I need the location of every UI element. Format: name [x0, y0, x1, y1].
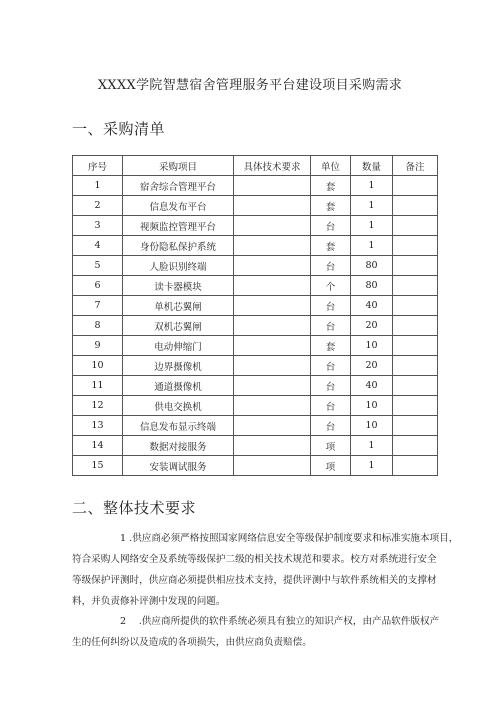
cell-index: 2 — [73, 196, 123, 216]
cell-remarks — [393, 296, 438, 316]
cell-tech-requirements — [234, 336, 311, 356]
table-row — [73, 316, 438, 336]
table-row — [73, 176, 438, 196]
cell-item: 宿舍综合管理平台 — [123, 176, 234, 196]
cell-unit: 台 — [311, 396, 351, 416]
cell-tech-requirements — [234, 436, 311, 456]
cell-item: 通道摄像机 — [123, 376, 234, 396]
header-index: 序号 — [73, 156, 123, 176]
cell-tech-requirements — [234, 256, 311, 276]
cell-remarks — [393, 236, 438, 256]
table-row — [73, 456, 438, 476]
table-row — [73, 396, 438, 416]
cell-unit: 套 — [311, 196, 351, 216]
table-row — [73, 196, 438, 216]
cell-quantity: 1 — [351, 436, 393, 456]
cell-item: 身份隐私保护系统 — [123, 236, 234, 256]
cell-item: 信息发布显示终端 — [123, 416, 234, 436]
cell-remarks — [393, 396, 438, 416]
cell-tech-requirements — [234, 356, 311, 376]
cell-quantity: 10 — [351, 396, 393, 416]
table-row — [73, 356, 438, 376]
cell-quantity: 1 — [351, 236, 393, 256]
cell-quantity: 40 — [351, 296, 393, 316]
cell-remarks — [393, 356, 438, 376]
cell-tech-requirements — [234, 196, 311, 216]
paragraph-line: 料，并负责修补评测中发现的问题。 — [72, 596, 226, 607]
cell-item: 读卡器模块 — [123, 276, 234, 296]
section-title-tech-requirements: 二、整体技术要求 — [72, 499, 197, 517]
cell-unit: 台 — [311, 416, 351, 436]
cell-item: 电动伸缩门 — [123, 336, 234, 356]
table-header-row — [73, 156, 438, 176]
cell-item: 信息发布平台 — [123, 196, 234, 216]
requirement-paragraph-2 — [72, 611, 440, 653]
cell-quantity: 1 — [351, 216, 393, 236]
cell-tech-requirements — [234, 296, 311, 316]
paragraph-line: 2 .供应商所提供的软件系统必须具有独立的知识产权，由产品软件版权产 — [120, 616, 440, 627]
cell-remarks — [393, 336, 438, 356]
header-quantity: 数量 — [351, 156, 393, 176]
cell-unit: 套 — [311, 236, 351, 256]
cell-index: 10 — [73, 356, 123, 376]
paragraph-line: 符合采购人网络安全及系统等级保护二级的相关技术规范和要求。校方对系统进行安全 — [72, 554, 437, 565]
cell-index: 11 — [73, 376, 123, 396]
cell-tech-requirements — [234, 276, 311, 296]
cell-remarks — [393, 376, 438, 396]
cell-quantity: 80 — [351, 276, 393, 296]
section-title-procurement-list: 一、采购清单 — [72, 120, 166, 138]
table-row — [73, 436, 438, 456]
table-row — [73, 276, 438, 296]
table-row — [73, 236, 438, 256]
cell-unit: 台 — [311, 356, 351, 376]
paragraph-line: 生的任何纠纷以及造成的各项损失，由供应商负责赔偿。 — [72, 637, 312, 648]
cell-item: 边界摄像机 — [123, 356, 234, 376]
cell-item: 数据对接服务 — [123, 436, 234, 456]
cell-index: 4 — [73, 236, 123, 256]
cell-remarks — [393, 276, 438, 296]
paragraph-line: 1 .供应商必须严格按照国家网络信息安全等级保护制度要求和标准实施本项目， — [120, 533, 459, 544]
cell-unit: 台 — [311, 256, 351, 276]
requirement-paragraph-1 — [72, 528, 459, 612]
cell-tech-requirements — [234, 316, 311, 336]
cell-index: 13 — [73, 416, 123, 436]
cell-index: 9 — [73, 336, 123, 356]
cell-unit: 套 — [311, 336, 351, 356]
cell-item: 双机芯翼闸 — [123, 316, 234, 336]
cell-index: 5 — [73, 256, 123, 276]
cell-quantity: 20 — [351, 316, 393, 336]
cell-tech-requirements — [234, 456, 311, 476]
cell-item: 安装调试服务 — [123, 456, 234, 476]
cell-quantity: 10 — [351, 416, 393, 436]
cell-item: 单机芯翼闸 — [123, 296, 234, 316]
table-row — [73, 336, 438, 356]
cell-remarks — [393, 196, 438, 216]
cell-unit: 项 — [311, 456, 351, 476]
cell-index: 7 — [73, 296, 123, 316]
cell-tech-requirements — [234, 176, 311, 196]
header-tech-requirements: 具体技术要求 — [234, 156, 311, 176]
paragraph-line: 等级保护评测时，供应商必须提供相应技术支持，提供评测中与软件系统相关的支撑材 — [72, 575, 437, 586]
cell-remarks — [393, 416, 438, 436]
cell-quantity: 1 — [351, 456, 393, 476]
cell-remarks — [393, 436, 438, 456]
cell-index: 6 — [73, 276, 123, 296]
cell-remarks — [393, 316, 438, 336]
cell-tech-requirements — [234, 376, 311, 396]
header-remarks: 备注 — [393, 156, 438, 176]
cell-quantity: 1 — [351, 176, 393, 196]
table-row — [73, 216, 438, 236]
cell-tech-requirements — [234, 216, 311, 236]
cell-index: 8 — [73, 316, 123, 336]
cell-remarks — [393, 176, 438, 196]
header-item: 采购项目 — [123, 156, 234, 176]
cell-index: 1 — [73, 176, 123, 196]
procurement-table — [72, 155, 438, 476]
cell-index: 3 — [73, 216, 123, 236]
cell-quantity: 80 — [351, 256, 393, 276]
cell-tech-requirements — [234, 396, 311, 416]
cell-remarks — [393, 216, 438, 236]
cell-quantity: 1 — [351, 196, 393, 216]
cell-quantity: 10 — [351, 336, 393, 356]
cell-unit: 套 — [311, 176, 351, 196]
cell-quantity: 40 — [351, 376, 393, 396]
cell-unit: 台 — [311, 376, 351, 396]
table-row — [73, 376, 438, 396]
cell-unit: 项 — [311, 436, 351, 456]
cell-item: 视频监控管理平台 — [123, 216, 234, 236]
table-row — [73, 256, 438, 276]
cell-index: 12 — [73, 396, 123, 416]
header-unit: 单位 — [311, 156, 351, 176]
cell-quantity: 20 — [351, 356, 393, 376]
cell-remarks — [393, 256, 438, 276]
cell-remarks — [393, 456, 438, 476]
cell-unit: 台 — [311, 216, 351, 236]
cell-tech-requirements — [234, 416, 311, 436]
table-row — [73, 416, 438, 436]
cell-item: 人脸识别终端 — [123, 256, 234, 276]
table-row — [73, 296, 438, 316]
document-title: XXXX学院智慧宿舍管理服务平台建设项目采购需求 — [97, 78, 403, 93]
cell-index: 14 — [73, 436, 123, 456]
cell-tech-requirements — [234, 236, 311, 256]
cell-index: 15 — [73, 456, 123, 476]
cell-unit: 台 — [311, 296, 351, 316]
cell-item: 供电交换机 — [123, 396, 234, 416]
cell-unit: 台 — [311, 316, 351, 336]
cell-unit: 个 — [311, 276, 351, 296]
